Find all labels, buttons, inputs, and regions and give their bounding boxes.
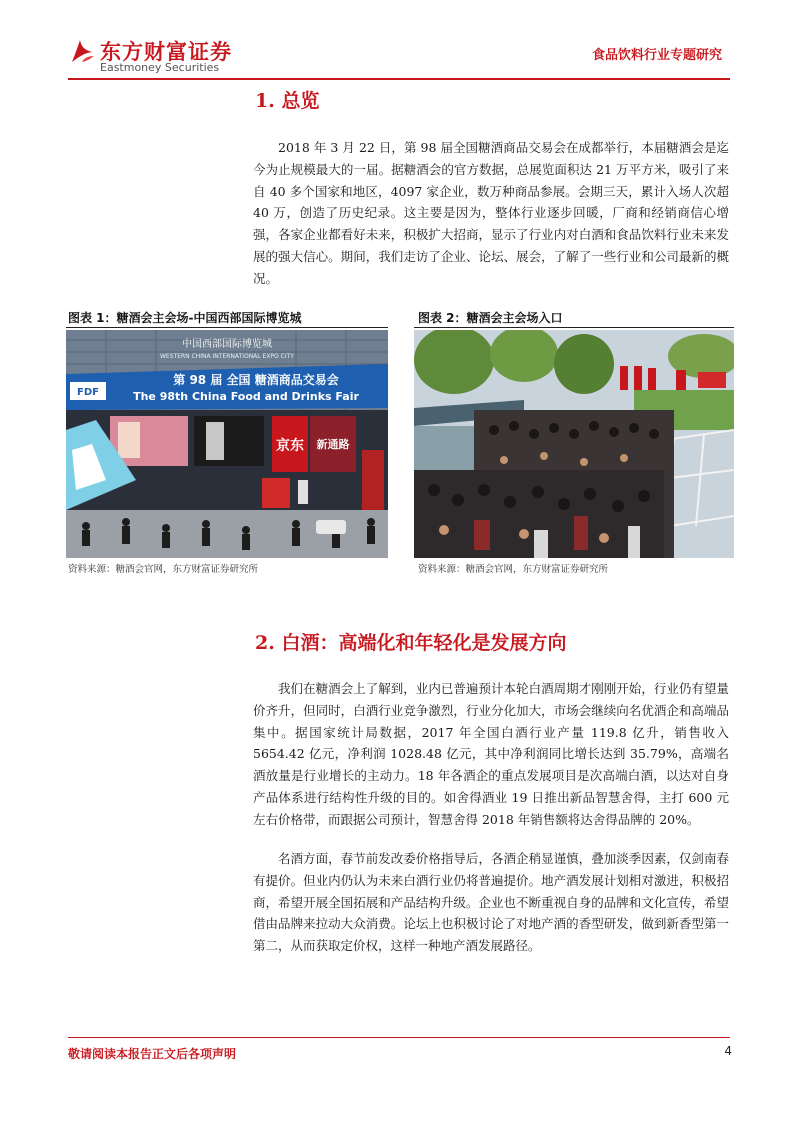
figure-2-rule xyxy=(414,327,734,328)
figure-2-title: 图表 2：糖酒会主会场入口 xyxy=(418,311,563,325)
figure-2-photo-entrance-crowd xyxy=(414,330,734,558)
brand-name-cn: 东方财富证券 xyxy=(100,40,232,64)
banner-line-1: 第 98 届 全国 糖酒商品交易会 xyxy=(173,373,339,387)
building-sign-cn: 中国西部国际博览城 xyxy=(182,339,272,350)
baijiu-paragraph-1: 我们在糖酒会上了解到，业内已普遍预计本轮白酒周期才刚刚开始，行业仍有望量价齐升，但同时，白酒行业竞争激烈，行业分化加大，市场会继续向名优酒企和高端品集中。据国家统计局数据，2017 年全国白酒行业产量 119.8 亿升，销售收入 5654.42 亿元，净利润 1028.48 亿元，其中净利润同比增长达到 35.79%，高端名酒放量是行业增长的主动力。18 年各酒企的重点发展项目是次高端白酒，以达对自身产品体系进行结构性升级的目的。如舍得酒业 19 日推出新品智慧舍得，主打 600 元左右价格带，而跟据公司预计，智慧舍得 2018 年销售额将达舍得品牌的 20%。 xyxy=(253,681,729,827)
banner-fdf-logo: FDF xyxy=(77,387,99,398)
page-number: 4 xyxy=(724,1044,732,1058)
footer-divider xyxy=(68,1037,730,1038)
disclaimer-note: 敬请阅读本报告正文后各项声明 xyxy=(68,1047,237,1061)
building-sign-en: WESTERN CHINA INTERNATIONAL EXPO CITY xyxy=(160,353,294,360)
section-heading-overview: 1. 总览 xyxy=(255,90,320,112)
section-heading-baijiu: 2. 白酒：高端化和年轻化是发展方向 xyxy=(255,632,567,654)
figure-2-source: 资料来源：糖酒会官网，东方财富证券研究所 xyxy=(418,564,609,575)
figure-1-rule xyxy=(66,327,388,328)
report-topic: 食品饮料行业专题研究 xyxy=(591,48,722,63)
header-divider xyxy=(68,78,730,80)
figure-1-photo-expo-city xyxy=(66,330,388,558)
billboard-new-channel: 新通路 xyxy=(316,438,350,451)
brand-name-en: Eastmoney Securities xyxy=(100,61,220,74)
baijiu-paragraph-2: 名酒方面，春节前发改委价格指导后，各酒企稍显谨慎，叠加淡季因素，仅剑南春有提价。但业内仍认为未来白酒行业仍将普遍提价。地产酒发展计划相对激进，积极招商，希望开展全国拓展和产品结构升级。企业也不断重视自身的品牌和文化宣传，希望借由品牌来拉动大众消费。论坛上也积极讨论了对地产酒的香型研发，做到新香型第一第二，从而获取定价权，这样一种地产酒发展路径。 xyxy=(253,851,729,954)
overview-paragraph: 2018 年 3 月 22 日，第 98 届全国糖酒商品交易会在成都举行，本届糖酒会是迄今为止规模最大的一届。据糖酒会的官方数据，总展览面积达 21 万平方米，吸引了来自 40 多个国家和地区，4097 家企业，数万种商品参展。会期三天，累计入场人次超 40 万，创造了历史纪录。这主要是因为，整体行业逐步回暖，厂商和经销商信心增强，各家企业都看好未来，积极扩大招商，显示了行业内对白酒和食品饮料行业未来发展的强大信心。期间，我们走访了企业、论坛、展会，了解了一些行业和公司最新的概况。 xyxy=(253,140,729,286)
figure-1-source: 资料来源：糖酒会官网，东方财富证券研究所 xyxy=(68,564,259,575)
banner-line-2: The 98th China Food and Drinks Fair xyxy=(133,390,359,403)
figure-1-title: 图表 1：糖酒会主会场-中国西部国际博览城 xyxy=(68,311,302,325)
eastmoney-logo-icon xyxy=(68,36,96,66)
billboard-jd: 京东 xyxy=(276,438,304,454)
